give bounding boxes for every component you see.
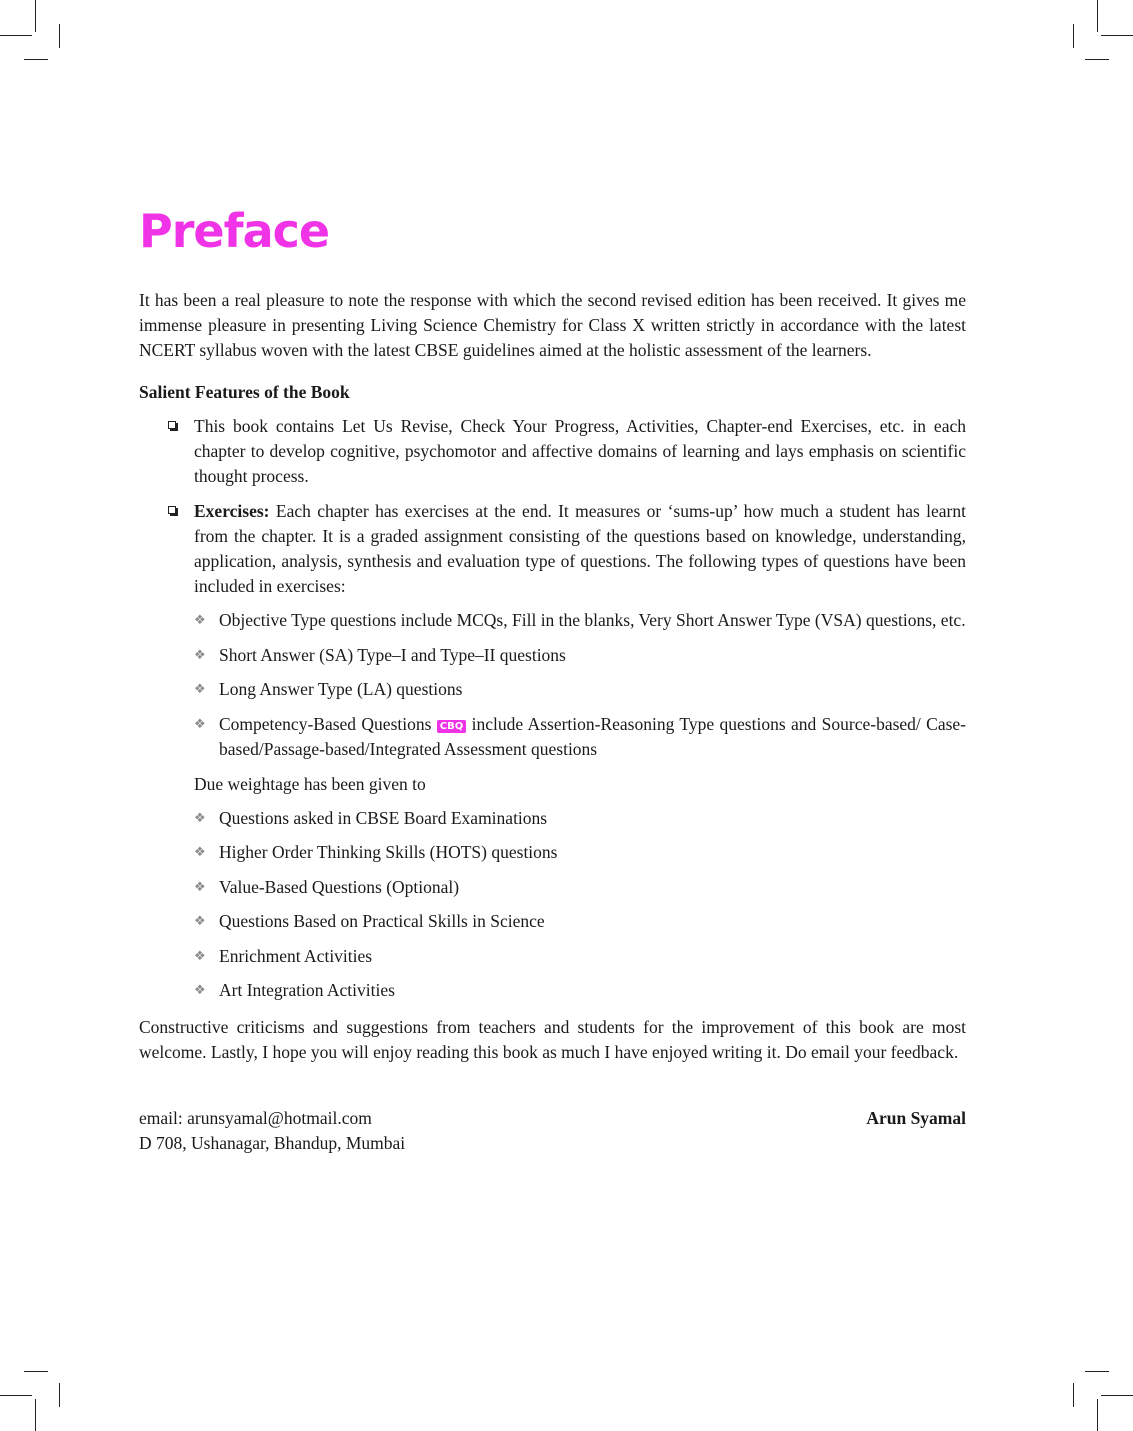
crop-mark bbox=[1085, 59, 1109, 60]
crop-mark bbox=[1085, 1371, 1109, 1372]
list-item bbox=[194, 806, 966, 831]
list-item bbox=[139, 414, 966, 489]
list-item bbox=[194, 608, 966, 633]
crop-mark bbox=[0, 35, 32, 36]
diamond-bullet-icon: ❖ bbox=[194, 613, 206, 628]
weightage-text: Enrichment Activities bbox=[219, 945, 373, 966]
crop-mark bbox=[59, 24, 60, 48]
author-email: email: arunsyamal@hotmail.com bbox=[139, 1108, 372, 1128]
weightage-intro: Due weightage has been given to bbox=[194, 773, 426, 794]
list-item bbox=[194, 875, 966, 900]
diamond-bullet-icon: ❖ bbox=[194, 716, 206, 732]
diamond-bullet-icon: ❖ bbox=[194, 647, 206, 663]
crop-mark bbox=[1101, 1395, 1133, 1396]
page-title: Preface bbox=[139, 204, 330, 258]
crop-mark bbox=[35, 1399, 36, 1431]
question-type-text: include Assertion-Reasoning Type questions and Source-based/ Case-based/Passage-based/Integrated Assessment questions bbox=[219, 713, 966, 759]
crop-mark bbox=[24, 1371, 48, 1372]
feature-text: Each chapter has exercises at the end. It measures or ‘sums-up’ how much a student has learnt from the chapter. It is a graded assignment consisting of the questions based on knowledge, understanding, application, analysis, synthesis and evaluation type of questions. The following types of questions have been included in exercises: bbox=[194, 501, 966, 596]
question-types-list bbox=[194, 608, 966, 762]
weightage-text: Questions asked in CBSE Board Examinations bbox=[219, 807, 548, 828]
crop-mark bbox=[59, 1383, 60, 1407]
crop-mark bbox=[1073, 1383, 1074, 1407]
diamond-bullet-icon: ❖ bbox=[194, 914, 206, 929]
diamond-bullet-icon: ❖ bbox=[194, 682, 206, 697]
diamond-bullet-icon: ❖ bbox=[194, 983, 206, 998]
author-address: D 708, Ushanagar, Bhandup, Mumbai bbox=[139, 1133, 406, 1153]
question-type-text: Long Answer Type (LA) questions bbox=[219, 679, 463, 699]
crop-mark bbox=[1073, 24, 1074, 48]
list-item bbox=[194, 712, 966, 762]
list-item bbox=[139, 499, 966, 1003]
list-item bbox=[194, 909, 966, 934]
question-type-text: Objective Type questions include MCQs, Fill in the blanks, Very Short Answer Type (VSA) questions, etc. bbox=[219, 610, 966, 630]
weightage-list bbox=[194, 806, 966, 1004]
crop-mark bbox=[35, 0, 36, 32]
weightage-text: Art Integration Activities bbox=[219, 980, 395, 1000]
crop-mark bbox=[24, 59, 48, 60]
list-item bbox=[194, 944, 966, 969]
question-type-text: Short Answer (SA) Type–I and Type–II questions bbox=[219, 644, 566, 665]
list-item bbox=[194, 643, 966, 668]
feature-label: Exercises: bbox=[194, 501, 270, 521]
diamond-bullet-icon: ❖ bbox=[194, 810, 206, 826]
question-type-text: Competency-Based Questions bbox=[219, 713, 432, 734]
checkbox-bullet-icon bbox=[168, 506, 176, 514]
weightage-text: Higher Order Thinking Skills (HOTS) questions bbox=[219, 842, 558, 862]
diamond-bullet-icon: ❖ bbox=[194, 845, 206, 860]
features-list bbox=[139, 414, 966, 1003]
checkbox-bullet-icon bbox=[168, 421, 176, 429]
list-item bbox=[194, 677, 966, 702]
crop-mark bbox=[0, 1395, 32, 1396]
intro-paragraph: It has been a real pleasure to note the response with which the second revised edition has been received. It gives me immense pleasure in presenting Living Science Chemistry for Class X written strictly in accordance with the latest NCERT syllabus woven with the latest CBSE guidelines aimed at the holistic assessment of the learners. bbox=[139, 290, 966, 360]
crop-mark bbox=[1101, 35, 1133, 36]
feature-text: This book contains Let Us Revise, Check Your Progress, Activities, Chapter-end Exercises, etc. in each chapter to develop cognitive, psychomotor and affective domains of learning and lays emphasis on scientific thought process. bbox=[194, 416, 966, 486]
list-item bbox=[194, 840, 966, 865]
preface-body bbox=[139, 288, 966, 1156]
features-heading: Salient Features of the Book bbox=[139, 382, 350, 402]
diamond-bullet-icon: ❖ bbox=[194, 879, 206, 895]
weightage-text: Questions Based on Practical Skills in Science bbox=[219, 911, 545, 931]
weightage-text: Value-Based Questions (Optional) bbox=[219, 876, 460, 897]
crop-mark bbox=[1097, 1399, 1098, 1431]
author-name: Arun Syamal bbox=[866, 1108, 966, 1128]
list-item bbox=[194, 978, 966, 1003]
signature-block bbox=[139, 1106, 966, 1156]
diamond-bullet-icon: ❖ bbox=[194, 948, 206, 964]
crop-mark bbox=[1097, 0, 1098, 32]
closing-paragraph: Constructive criticisms and suggestions from teachers and students for the improvement of this book are most welcome. Lastly, I hope you will enjoy reading this book as much I have enjoyed writing it. Do email your feedback. bbox=[139, 1017, 966, 1062]
cbq-badge: CBQ bbox=[437, 720, 466, 733]
